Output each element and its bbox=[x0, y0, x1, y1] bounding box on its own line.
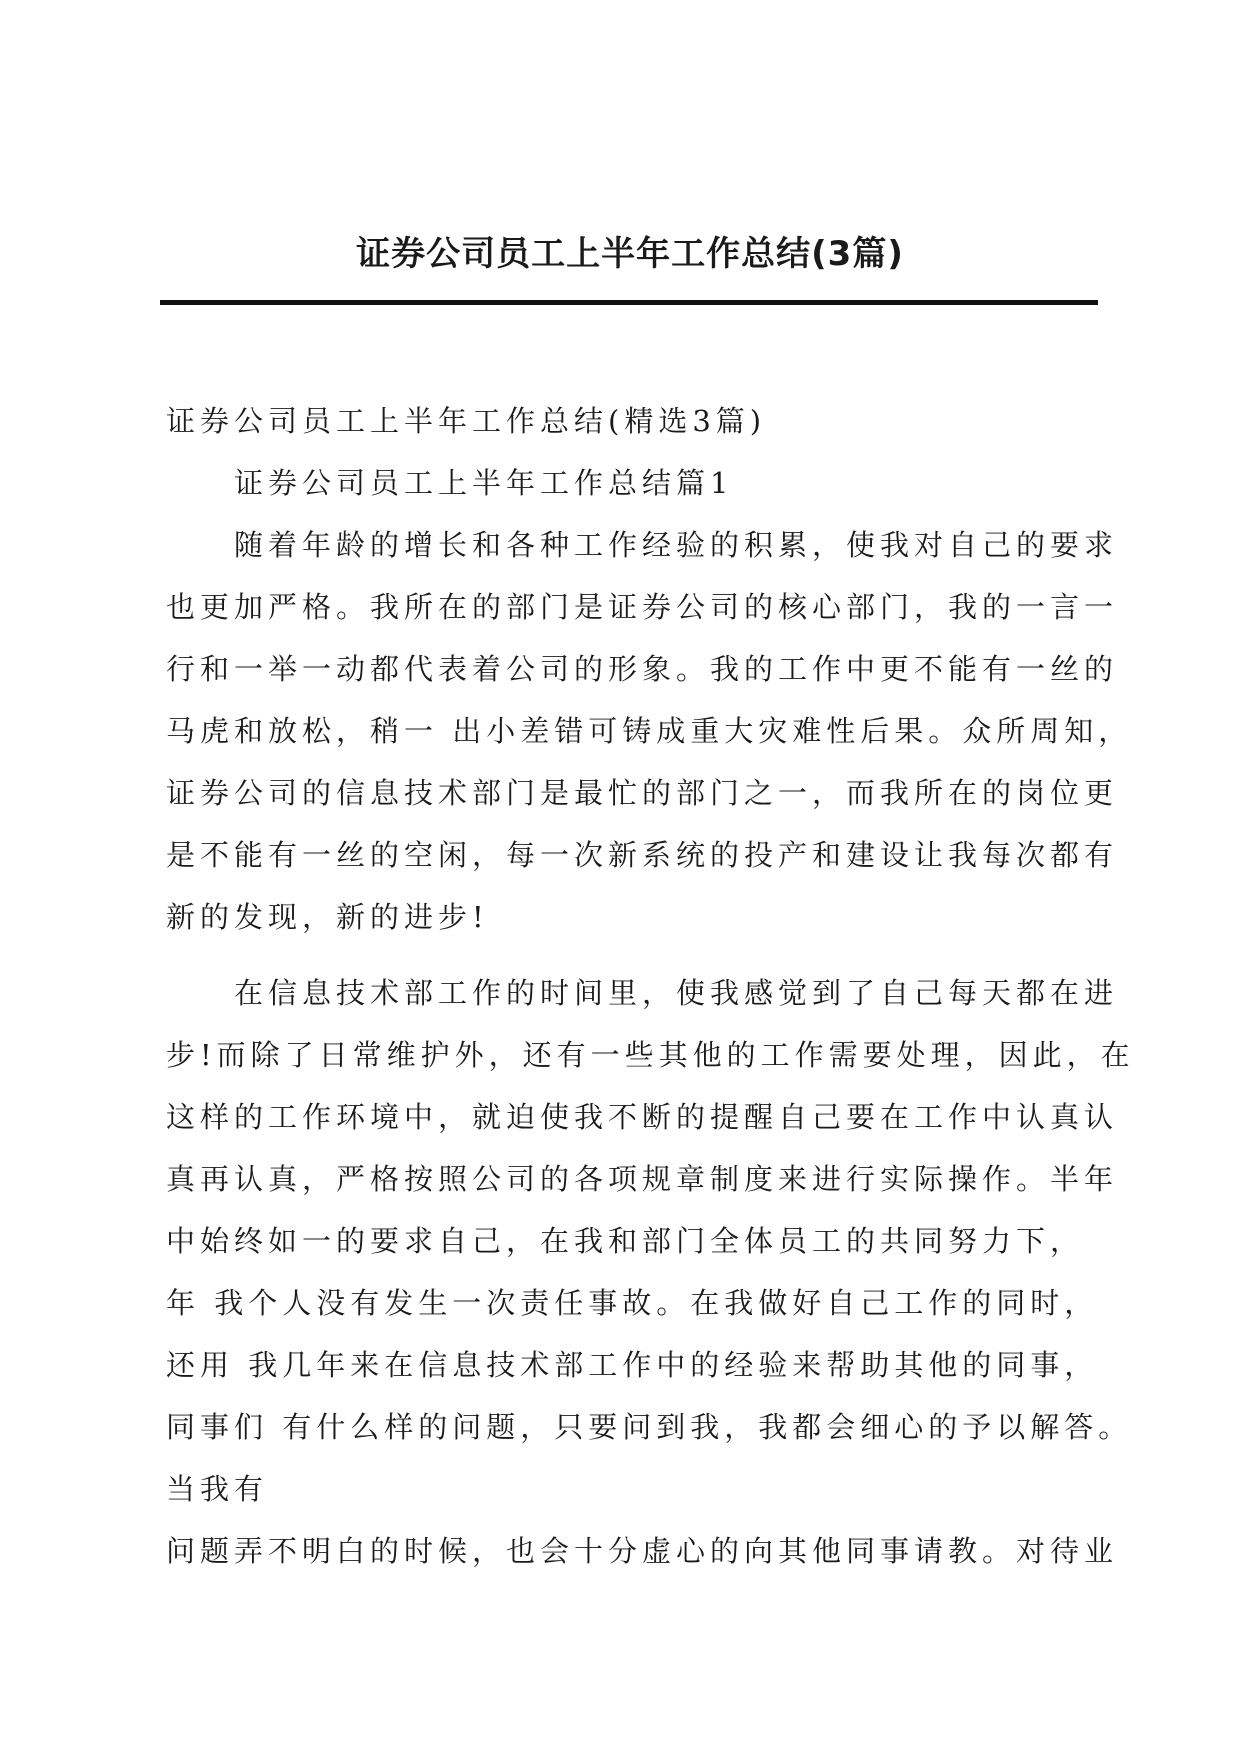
paragraph-line: 新的发现，新的进步! bbox=[166, 900, 489, 934]
paragraph-line: 还用 我几年来在信息技术部工作中的经验来帮助其他的同事， bbox=[166, 1348, 1099, 1382]
paragraph-line: 步!而除了日常维护外，还有一些其他的工作需要处理，因此，在 bbox=[166, 1038, 1135, 1072]
paragraph-line: 也更加严格。我所在的部门是证券公司的核心部门，我的一言一 bbox=[166, 590, 1119, 624]
title-underline bbox=[160, 300, 1098, 305]
paragraph-line: 中始终如一的要求自己，在我和部门全体员工的共同努力下， bbox=[166, 1224, 1085, 1258]
paragraph-line: 在信息技术部工作的时间里，使我感觉到了自己每天都在进 bbox=[234, 976, 1119, 1010]
section-heading: 证券公司员工上半年工作总结篇1 bbox=[234, 466, 734, 500]
paragraph-line: 是不能有一丝的空闲，每一次新系统的投产和建设让我每次都有 bbox=[166, 838, 1119, 872]
paragraph-line: 马虎和放松，稍一 出小差错可铸成重大灾难性后果。众所周知， bbox=[166, 714, 1133, 748]
paragraph-2 bbox=[166, 962, 1135, 1582]
paragraph-line: 年 我个人没有发生一次责任事故。在我做好自己工作的同时， bbox=[166, 1286, 1099, 1320]
paragraph-1 bbox=[166, 514, 1133, 948]
paragraph-line: 行和一举一动都代表着公司的形象。我的工作中更不能有一丝的 bbox=[166, 652, 1119, 686]
paragraph-line: 当我有 bbox=[166, 1472, 269, 1506]
document-title: 证券公司员工上半年工作总结(3篇) bbox=[356, 234, 904, 274]
document-body bbox=[166, 390, 1135, 1582]
paragraph-line: 这样的工作环境中，就迫使我不断的提醒自己要在工作中认真认 bbox=[166, 1100, 1119, 1134]
paragraph-line: 问题弄不明白的时候，也会十分虚心的向其他同事请教。对待业 bbox=[166, 1534, 1119, 1568]
paragraph-spacer bbox=[166, 948, 1096, 962]
document-subtitle: 证券公司员工上半年工作总结(精选3篇) bbox=[166, 404, 767, 438]
paragraph-line: 证券公司的信息技术部门是最忙的部门之一，而我所在的岗位更 bbox=[166, 776, 1119, 810]
paragraph-line: 随着年龄的增长和各种工作经验的积累，使我对自己的要求 bbox=[234, 528, 1119, 562]
paragraph-line: 同事们 有什么样的问题，只要问到我，我都会细心的予以解答。 bbox=[166, 1410, 1133, 1444]
paragraph-line: 真再认真，严格按照公司的各项规章制度来进行实际操作。半年 bbox=[166, 1162, 1119, 1196]
